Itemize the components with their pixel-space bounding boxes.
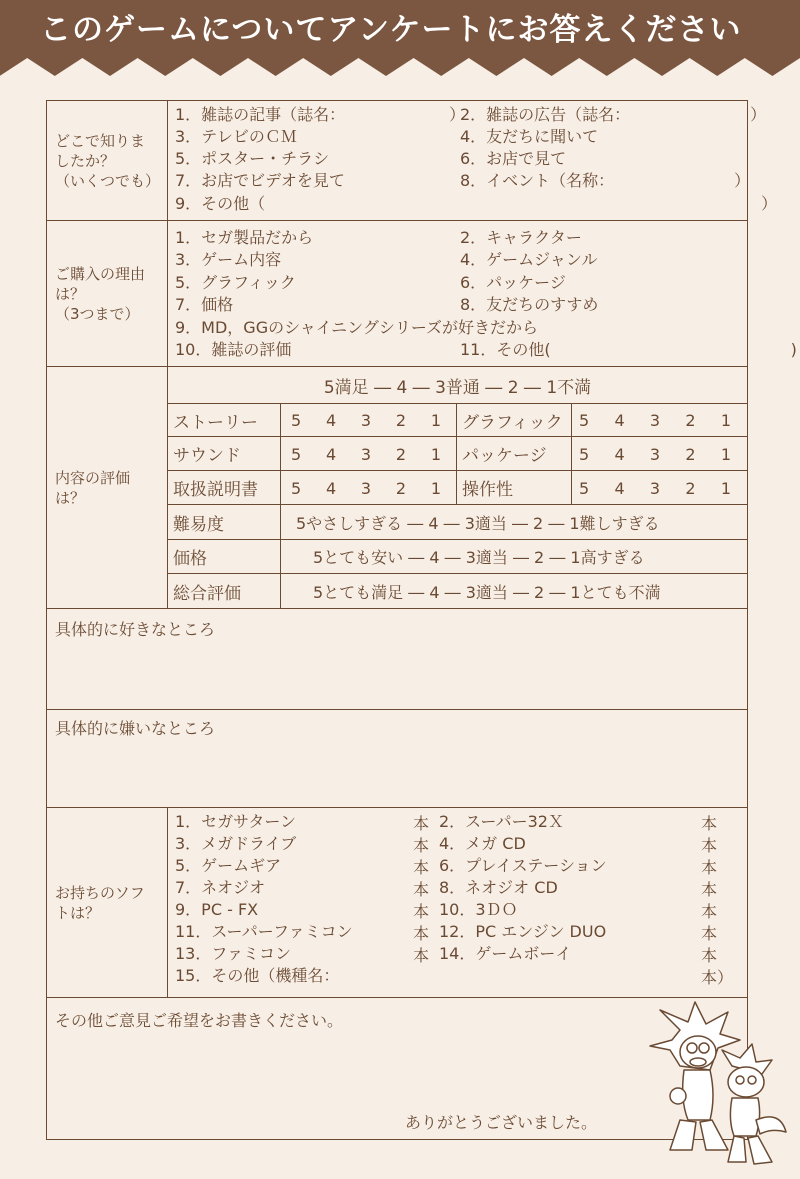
q4-section: [47, 808, 747, 998]
rating-item-name: パッケージ: [462, 446, 547, 466]
rating-item-name: 難易度: [173, 514, 224, 535]
unit-label: 本: [413, 858, 430, 877]
unit-label: 本: [701, 902, 718, 921]
software-option[interactable]: 11．スーパーファミコン: [175, 922, 353, 941]
rating-row: [168, 540, 747, 574]
software-option[interactable]: 3．メガドライブ: [175, 834, 297, 853]
rating-item-name: 操作性: [462, 480, 513, 500]
software-option[interactable]: 1．セガサターン: [175, 812, 297, 831]
unit-label: 本: [701, 880, 718, 899]
rating-numbers[interactable]: 5 4 3 2 1: [291, 445, 441, 464]
unit-label: 本: [701, 924, 718, 943]
rating-item-name: 価格: [173, 549, 207, 569]
q1-option[interactable]: 8．イベント（名称： ）: [460, 171, 751, 190]
unit-label: 本: [413, 924, 430, 943]
q4-label: お持ちのソフ トは？: [47, 808, 168, 997]
q1-label: どこで知りま したか？ （いくつでも）: [47, 101, 168, 220]
q1-option[interactable]: 2．雑誌の広告（誌名： ）: [460, 105, 767, 124]
q2-option[interactable]: 5．グラフィック: [175, 273, 296, 292]
q2-option[interactable]: 11．その他( ): [460, 340, 797, 359]
q1-section: [47, 101, 778, 221]
q2-option[interactable]: 10．雑誌の評価: [175, 340, 292, 359]
software-option[interactable]: 12．PC エンジン DUO: [439, 922, 607, 941]
q2-option[interactable]: 1．セガ製品だから: [175, 228, 314, 247]
software-option[interactable]: 6．プレイステーション: [439, 856, 607, 875]
comments-label: その他ご意見ご希望をお書きください。: [55, 1011, 344, 1030]
grid-line: [280, 505, 281, 609]
rating-wide-scale[interactable]: 5とても満足 ― 4 ― 3適当 ― 2 ― 1とても不満: [313, 583, 661, 602]
rating-numbers[interactable]: 5 4 3 2 1: [579, 445, 731, 464]
rating-item-name: 取扱説明書: [173, 480, 258, 500]
unit-label: 本: [701, 836, 718, 855]
q1-option[interactable]: 9．その他（ ）: [175, 194, 778, 213]
q1-option[interactable]: 5．ポスター・チラシ: [175, 149, 330, 168]
q2-option[interactable]: 7．価格: [175, 295, 234, 314]
unit-label: 本: [701, 946, 718, 965]
unit-label: 本: [413, 880, 430, 899]
rating-numbers[interactable]: 5 4 3 2 1: [579, 411, 731, 430]
unit-label: 本: [413, 814, 430, 833]
q2-option[interactable]: 6．パッケージ: [460, 273, 566, 292]
unit-label: 本: [413, 946, 430, 965]
rating-numbers[interactable]: 5 4 3 2 1: [579, 479, 731, 498]
software-option[interactable]: 10．3ＤＯ: [439, 900, 518, 919]
q1-option[interactable]: 7．お店でビデオを見て: [175, 171, 345, 190]
q2-label: ご購入の理由 は？ （3つまで）: [47, 221, 168, 366]
likes-label: 具体的に好きなところ: [55, 620, 216, 639]
q2-option[interactable]: 3．ゲーム内容: [175, 250, 282, 269]
unit-label: 本: [701, 814, 718, 833]
dislikes-label: 具体的に嫌いなところ: [55, 719, 216, 738]
unit-label: 本: [413, 836, 430, 855]
unit-label: 本: [413, 902, 430, 921]
q2-option[interactable]: 4．ゲームジャンル: [460, 250, 598, 269]
unit-label: 本）: [701, 968, 734, 987]
q1-option[interactable]: 6．お店で見て: [460, 149, 567, 168]
grid-line: [280, 404, 281, 505]
software-option[interactable]: 4．メガ CD: [439, 834, 526, 853]
unit-label: 本: [701, 858, 718, 877]
rating-row: [168, 505, 747, 540]
q1-option[interactable]: 4．友だちに聞いて: [460, 127, 599, 146]
q1-option[interactable]: 3．テレビのＣＭ: [175, 127, 297, 146]
software-option[interactable]: 14．ゲームボーイ: [439, 944, 572, 963]
rating-scale: 5満足 ― 4 ― 3普通 ― 2 ― 1不満: [168, 367, 747, 404]
thanks-text: ありがとうございました。: [405, 1113, 598, 1132]
rating-item-name: サウンド: [173, 446, 241, 466]
page-title: このゲームについてアンケートにお答えください: [40, 12, 742, 48]
software-option[interactable]: 15．その他（機種名：: [175, 966, 340, 985]
q2-option[interactable]: 2．キャラクター: [460, 228, 582, 247]
rating-wide-scale[interactable]: 5やさしすぎる ― 4 ― 3適当 ― 2 ― 1難しすぎる: [296, 513, 660, 533]
rating-item-name: 総合評価: [173, 584, 241, 604]
software-option[interactable]: 13．ファミコン: [175, 944, 292, 963]
q2-option[interactable]: 9．MD，GGのシャイニングシリーズが好きだから: [175, 318, 539, 337]
grid-line: [571, 404, 572, 505]
zigzag-border: [0, 52, 800, 80]
dislikes-section[interactable]: [47, 710, 747, 808]
grid-line: [456, 404, 457, 505]
rating-item-name: グラフィック: [462, 412, 563, 433]
rating-numbers[interactable]: 5 4 3 2 1: [291, 411, 441, 430]
mascot-illustration: [640, 1000, 790, 1170]
rating-grid: [168, 367, 747, 608]
software-option[interactable]: 8．ネオジオ CD: [439, 878, 558, 897]
software-option[interactable]: 7．ネオジオ: [175, 878, 266, 897]
q1-option[interactable]: 1．雑誌の記事（誌名： ）: [175, 105, 466, 124]
q3-section: [47, 367, 747, 609]
rating-item-name: ストーリー: [173, 412, 258, 433]
q3-label: 内容の評価 は？: [47, 367, 168, 608]
rating-row: [168, 574, 747, 609]
software-option[interactable]: 5．ゲームギア: [175, 856, 282, 875]
q2-option[interactable]: 8．友だちのすすめ: [460, 295, 599, 314]
software-option[interactable]: 2．スーパー32Ｘ: [439, 812, 564, 831]
rating-numbers[interactable]: 5 4 3 2 1: [291, 479, 441, 498]
q2-section: [47, 221, 797, 367]
survey-form: [46, 100, 797, 1140]
software-option[interactable]: 9．PC - FX: [175, 900, 259, 919]
rating-wide-scale[interactable]: 5とても安い ― 4 ― 3適当 ― 2 ― 1高すぎる: [313, 548, 645, 567]
likes-section[interactable]: [47, 609, 747, 710]
page-header: [0, 0, 800, 52]
